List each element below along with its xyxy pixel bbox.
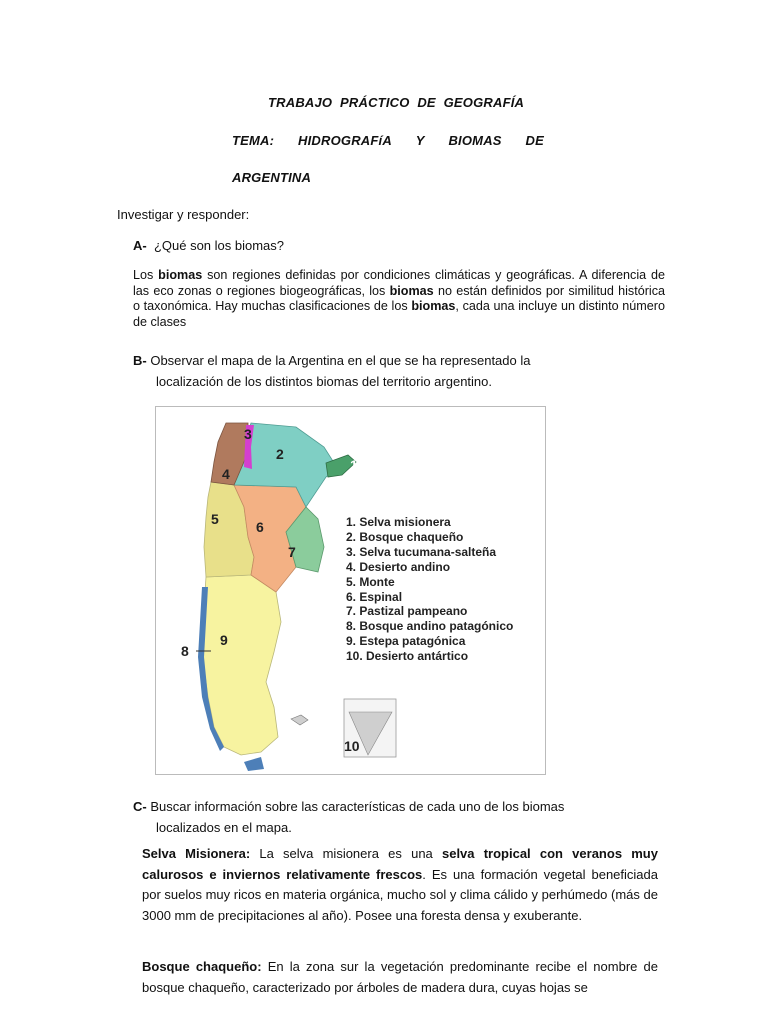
- islands-malvinas: [291, 715, 308, 725]
- title-word: DE: [525, 133, 544, 148]
- legend-item: 7. Pastizal pampeano: [346, 604, 468, 618]
- region-number-9: 9: [220, 632, 228, 648]
- region-number-4: 4: [222, 466, 230, 482]
- argentina-biomes-map-svg: [156, 407, 545, 774]
- question-b-label: B-: [133, 353, 147, 368]
- legend-item: 4. Desierto andino: [346, 560, 451, 574]
- question-a-text: ¿Qué son los biomas?: [153, 238, 285, 253]
- intro-text: Investigar y responder:: [117, 207, 250, 222]
- legend-item: 3. Selva tucumana-salteña: [346, 545, 497, 559]
- answer-text: son regiones definidas por condiciones climáticas y geográficas. A diferencia de las eco zonas o regiones biogeográficas, los: [133, 268, 665, 298]
- answer-text: no están definidos por similitud histórica o taxonómica. Hay muchas clasificaciones de los: [133, 283, 665, 314]
- region-tierra-del-fuego: [244, 757, 264, 771]
- answer-bold: biomas: [411, 299, 456, 314]
- biome-selva-misionera: [142, 844, 658, 926]
- question-c-line1: Buscar información sobre las características de cada uno de los biomas: [150, 799, 565, 814]
- region-number-5: 5: [211, 511, 219, 527]
- legend-item: 2. Bosque chaqueño: [346, 530, 464, 544]
- region-number-7: 7: [288, 544, 296, 560]
- biome-text-bold: selva tropical con veranos muy calurosos e inviernos relativamente frescos: [142, 846, 658, 882]
- question-c: [133, 796, 658, 838]
- answer-text: , cada una incluye un distinto número de clases: [133, 299, 665, 329]
- biomes-map: [155, 406, 546, 775]
- legend-item: 1. Selva misionera: [346, 515, 451, 529]
- biome-heading: Bosque chaqueño:: [142, 959, 262, 974]
- answer-bold: biomas: [158, 268, 203, 282]
- legend-item: 10. Desierto antártico: [346, 649, 469, 663]
- legend-item: 6. Espinal: [346, 590, 403, 604]
- question-c-label: C-: [133, 799, 147, 814]
- map-legend: [346, 515, 513, 663]
- biome-heading: Selva Misionera:: [142, 846, 251, 861]
- biome-text: En la zona sur la vegetación predominante recibe el nombre de bosque chaqueño, caracterizado por árboles de madera dura, cuyas hojas se: [142, 959, 658, 995]
- question-b-line1: Observar el mapa de la Argentina en el que se ha representado la: [150, 353, 531, 368]
- region-number-6: 6: [256, 519, 264, 535]
- doc-title-line1: TRABAJO PRÁCTICO DE GEOGRAFÍA: [268, 95, 525, 110]
- region-number-8: 8: [181, 643, 189, 659]
- biome-bosque-chaqueno: [142, 957, 658, 998]
- biome-text: . Es una formación vegetal beneficiada por suelos muy ricos en materia orgánica, mucho sol y clima cálido y perhúmedo (más de 3000 mm de precipitaciones al año). Posee una foresta densa y exuberante.: [142, 866, 658, 923]
- legend-item: 9. Estepa patagónica: [346, 634, 466, 648]
- title-word: HIDROGRAFíA: [298, 133, 392, 148]
- region-number-2: 2: [276, 446, 284, 462]
- legend-item: 8. Bosque andino patagónico: [346, 619, 514, 633]
- legend-item: 5. Monte: [346, 575, 395, 589]
- biome-text: La selva misionera es una: [250, 846, 442, 861]
- doc-title-line3: ARGENTINA: [232, 170, 312, 185]
- question-c-line2: localizados en el mapa.: [156, 820, 292, 835]
- answer-text: Los: [133, 268, 159, 282]
- region-number-3: 3: [244, 426, 252, 442]
- title-word: Y: [415, 133, 425, 148]
- question-b: [133, 350, 658, 392]
- doc-title-line2: [232, 133, 544, 148]
- question-a: [133, 238, 284, 253]
- answer-a-paragraph: [133, 268, 665, 330]
- title-word: BIOMAS: [448, 133, 502, 148]
- question-a-label: A-: [133, 238, 147, 253]
- answer-bold: biomas: [389, 283, 434, 298]
- question-b-line2: localización de los distintos biomas del territorio argentino.: [156, 374, 493, 389]
- title-word: TEMA:: [232, 133, 275, 148]
- region-number-1: 1: [350, 457, 358, 473]
- region-number-10: 10: [344, 738, 360, 754]
